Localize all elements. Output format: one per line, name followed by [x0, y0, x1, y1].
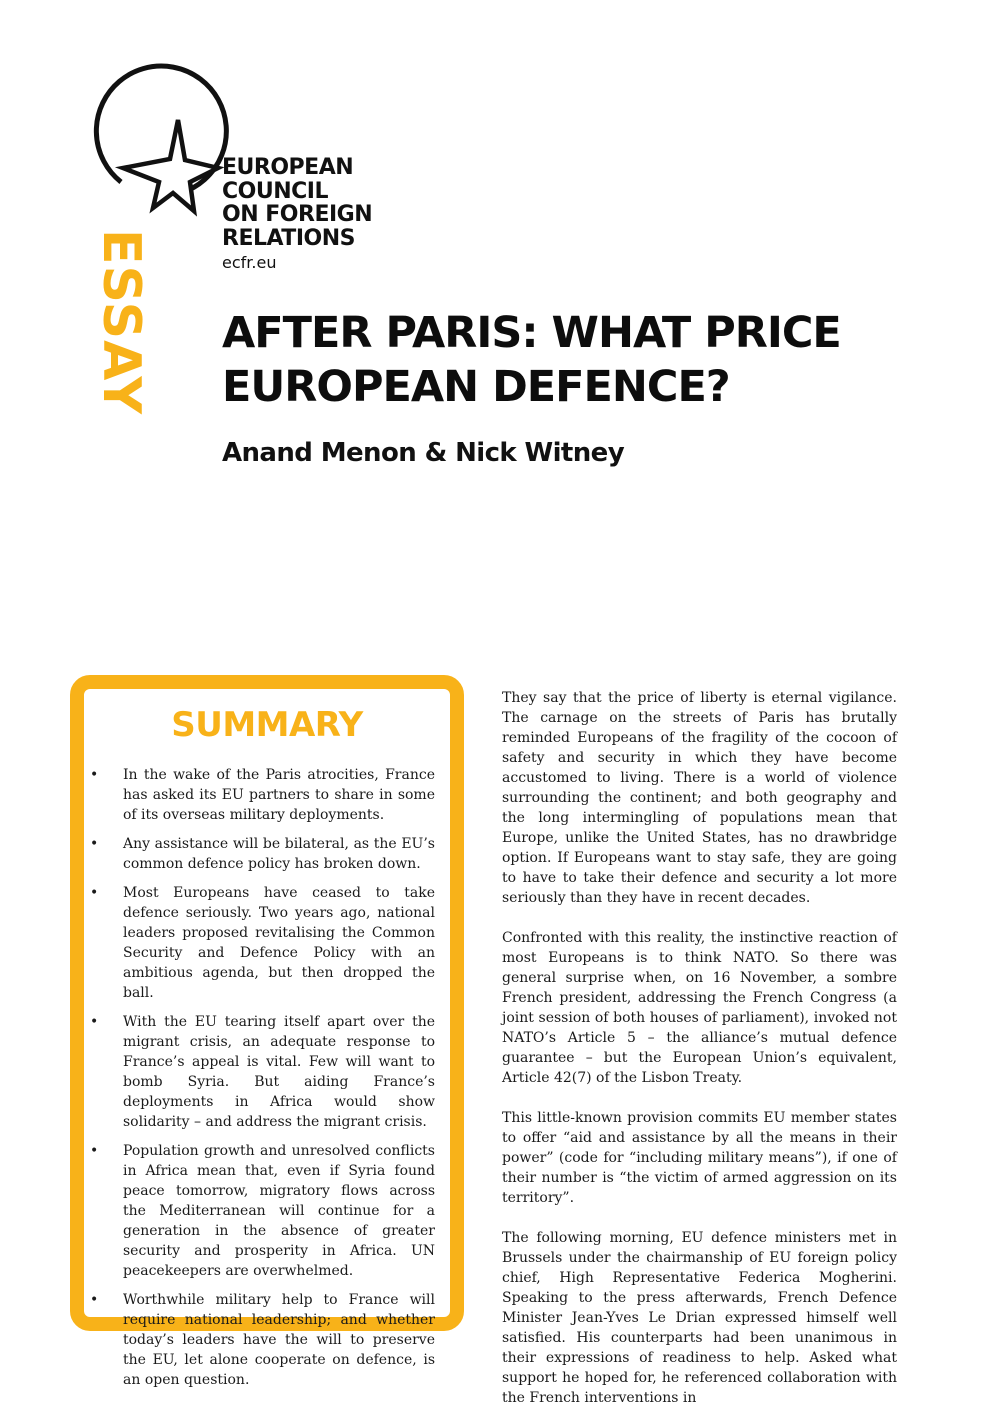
body-paragraph: This little-known provision commits EU member states to offer “aid and assistance by all the means in their power” (code for “including military means”), if one of their number is “the victim of armed aggression on its territory”. — [502, 1110, 897, 1206]
summary-list — [84, 765, 450, 1399]
summary-item — [84, 1012, 450, 1132]
organization-name-line: RELATIONS — [222, 225, 355, 251]
summary-box — [70, 675, 464, 1388]
bullet-icon: • — [90, 836, 99, 852]
organization-name-line: EUROPEAN — [222, 155, 354, 180]
organization-name-line: COUNCIL — [222, 178, 328, 204]
bullet-icon: • — [90, 1292, 99, 1308]
page-title — [222, 306, 902, 414]
page-title-line: EUROPEAN DEFENCE? — [222, 362, 730, 412]
body-paragraph: Confronted with this reality, the instinctive reaction of most Europeans is to think NATO. So there was general surprise when, on 16 November, a sombre French president, addressing the French Congress (a joint session of both houses of parliament), invoked not NATO’s Article 5 – the alliance’s mutual defence guarantee – but the European Union’s equivalent, Article 42(7) of the Lisbon Treaty. — [502, 930, 897, 1086]
circle-star-logo-icon — [78, 68, 218, 218]
summary-item — [84, 765, 450, 825]
organization-url[interactable]: ecfr.eu — [222, 253, 277, 272]
summary-item-text: Most Europeans have ceased to take defence seriously. Two years ago, national leaders proposed revitalising the Common Security and Defence Policy with an ambitious agenda, but then dropped the ball. — [123, 885, 435, 1001]
authors: Anand Menon & Nick Witney — [222, 438, 625, 468]
bullet-icon: • — [90, 1014, 99, 1030]
essay-label-text: ESSAY — [91, 228, 152, 415]
bullet-icon: • — [90, 767, 99, 783]
organization-name-line: ON FOREIGN — [222, 202, 373, 227]
bullet-icon: • — [90, 885, 99, 901]
body-paragraph: The following morning, EU defence ministers met in Brussels under the chairmanship of EU foreign policy chief, High Representative Federica Mogherini. Speaking to the press afterwards, French Defence Minister Jean-Yves Le Drian expressed himself well satisfied. His counterparts had been unanimous in their expressions of readiness to help. Asked what support he hoped for, he referenced collaboration with the French interventions in — [502, 1230, 897, 1406]
bullet-icon: • — [90, 1143, 99, 1159]
summary-item — [84, 883, 450, 1003]
summary-item-text: With the EU tearing itself apart over the migrant crisis, an adequate response to France’s appeal is vital. Few will want to bomb Syria. But aiding France’s deployments in Africa would show solidarity – and address the migrant crisis. — [123, 1014, 435, 1130]
essay-label — [91, 228, 152, 415]
summary-item-text: Worthwhile military help to France will require national leadership; and whether today’s leaders have the will to preserve the EU, let alone cooperate on defence, is an open question. — [123, 1292, 435, 1388]
summary-item — [84, 834, 450, 874]
body-paragraph: They say that the price of liberty is eternal vigilance. The carnage on the streets of Paris has brutally reminded Europeans of the fragility of the cocoon of safety and security in which they have become accustomed to living. There is a world of violence surrounding the continent; and both geography and the long intermingling of populations mean that Europe, unlike the United States, has no drawbridge option. If Europeans want to stay safe, they are going to have to take their defence and security a lot more seriously than they have in recent decades. — [502, 690, 897, 906]
page-title-line: AFTER PARIS: WHAT PRICE — [222, 308, 841, 358]
summary-item-text: Population growth and unresolved conflicts in Africa mean that, even if Syria found peace tomorrow, migratory flows across the Mediterranean will continue for a generation in the absence of greater security and prosperity in Africa. UN peacekeepers are overwhelmed. — [123, 1143, 435, 1279]
organization-name — [222, 156, 372, 250]
summary-item-text: In the wake of the Paris atrocities, France has asked its EU partners to share in some of its overseas military deployments. — [123, 767, 435, 823]
summary-heading: SUMMARY — [171, 705, 363, 745]
summary-item — [84, 1290, 450, 1390]
body-text — [502, 688, 897, 1406]
summary-item-text: Any assistance will be bilateral, as the EU’s common defence policy has broken down. — [123, 836, 435, 872]
summary-item — [84, 1141, 450, 1281]
